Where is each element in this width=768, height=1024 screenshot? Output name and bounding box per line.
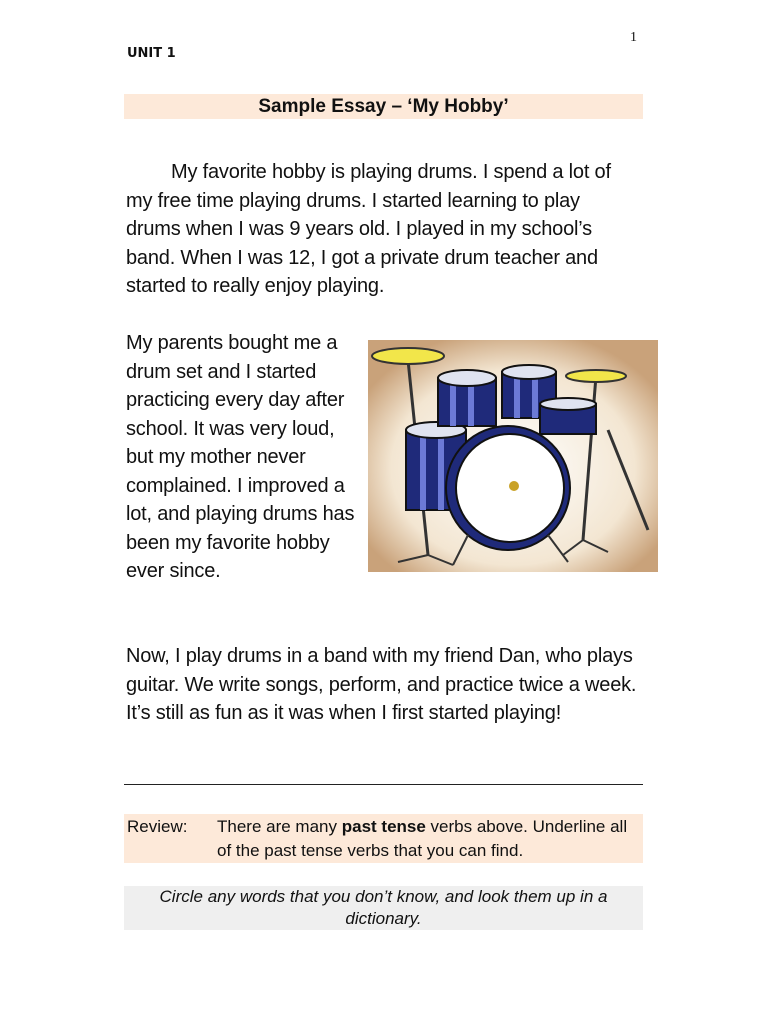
essay-title: Sample Essay – ‘My Hobby’ (124, 94, 643, 119)
drum-set-icon (368, 340, 658, 572)
unit-label: UNIT 1 (127, 46, 176, 61)
essay-paragraph-1: My favorite hobby is playing drums. I spend a lot of my free time playing drums. I started learning to play drums when I was 9 years old. I played in my school’s band. When I was 12, I got a private drum teacher and started to really enjoy playing. (126, 161, 611, 297)
review-label: Review: (127, 817, 188, 836)
essay-paragraph-3: Now, I play drums in a band with my friend Dan, who plays guitar. We write songs, perform, and practice twice a week. It’s still as fun as it was when I first started playing! (126, 645, 637, 724)
essay-paragraph-2: My parents bought me a drum set and I started practicing every day after school. It was very loud, but my mother never complained. I improved a lot, and playing drums has been my favorite hobby ever since. (126, 332, 355, 582)
review-emphasis: past tense (341, 817, 426, 836)
instruction-box: Circle any words that you don’t know, and look them up in a dictionary. (124, 886, 643, 930)
review-text-before: There are many (217, 817, 342, 836)
review-text (217, 815, 639, 863)
section-divider (124, 784, 643, 785)
page-number: 1 (630, 30, 637, 45)
review-text-after: verbs above. Underline all of the past tense verbs that you can find. (217, 817, 628, 860)
review-box (124, 814, 643, 863)
